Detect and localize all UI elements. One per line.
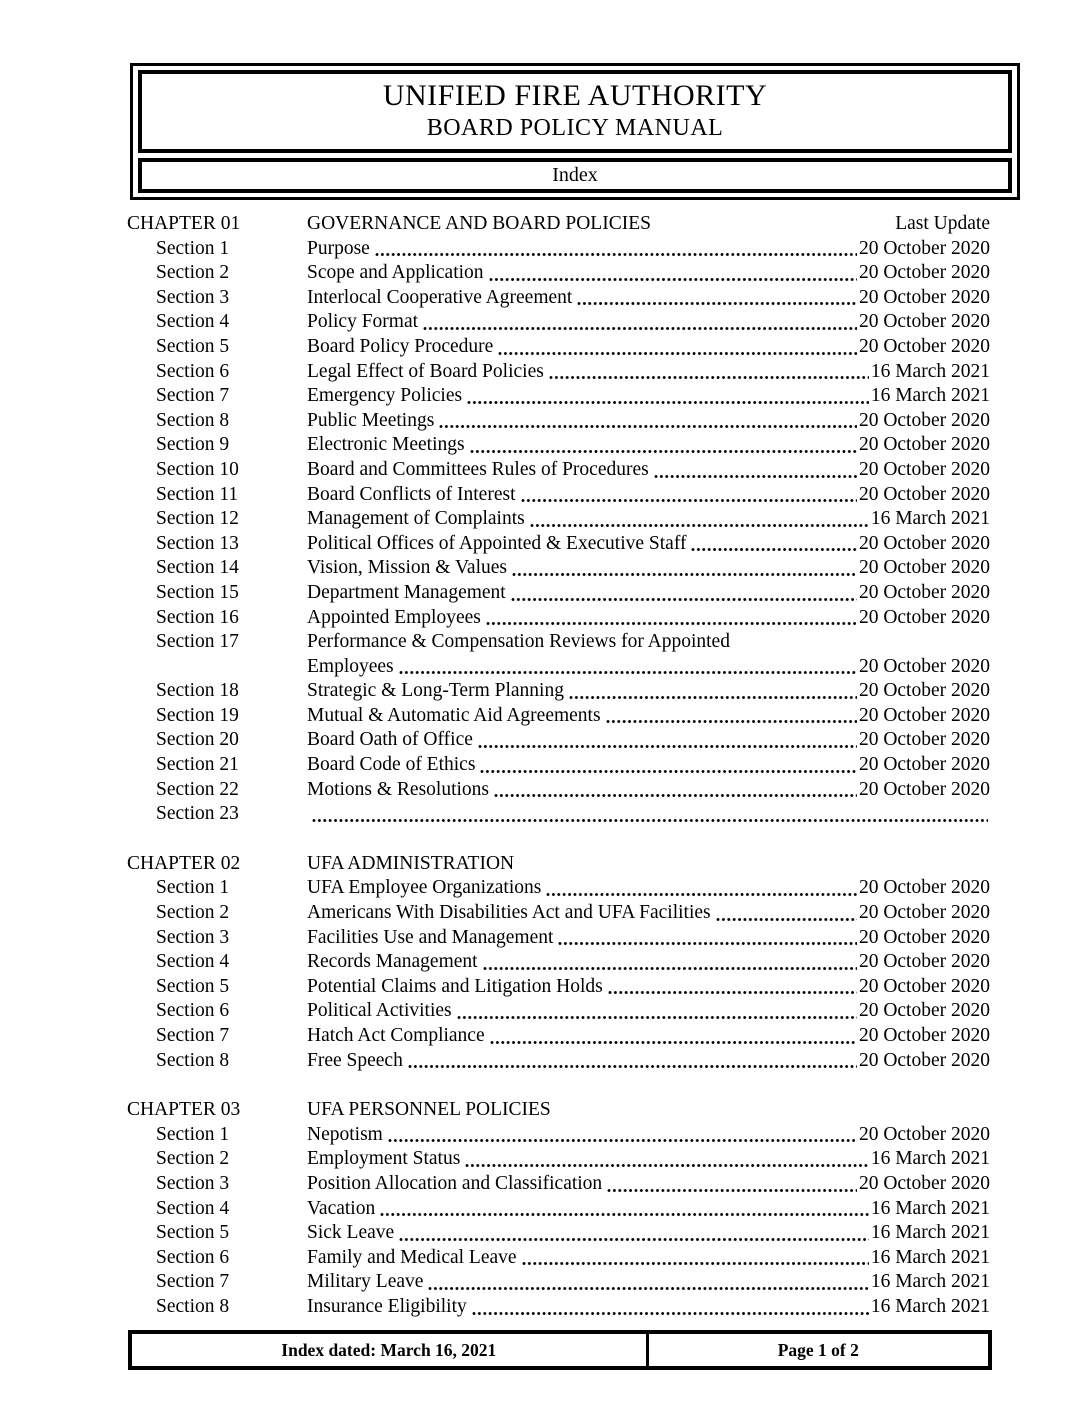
section-date: 16 March 2021 bbox=[870, 1246, 990, 1268]
table-of-contents bbox=[127, 212, 990, 1320]
section-label: Section 23 bbox=[156, 803, 239, 825]
dot-leader bbox=[494, 793, 857, 798]
dot-leader bbox=[457, 1015, 857, 1020]
section-label: Section 12 bbox=[156, 508, 239, 530]
section-date: 16 March 2021 bbox=[870, 1148, 990, 1170]
dot-leader bbox=[388, 1138, 857, 1143]
toc-row bbox=[127, 556, 990, 581]
chapter-block bbox=[127, 212, 990, 827]
toc-row bbox=[127, 1024, 990, 1049]
section-label: Section 5 bbox=[156, 975, 230, 997]
section-label: Section 2 bbox=[156, 1148, 230, 1170]
section-title: Scope and Application bbox=[307, 262, 484, 284]
section-title: Potential Claims and Litigation Holds bbox=[307, 975, 603, 997]
section-label: Section 1 bbox=[156, 237, 230, 259]
section-label: Section 17 bbox=[156, 631, 239, 653]
section-date: 20 October 2020 bbox=[858, 262, 990, 284]
footer-page-number: Page 1 of 2 bbox=[777, 1339, 859, 1360]
section-date: 20 October 2020 bbox=[858, 778, 990, 800]
section-title: Political Offices of Appointed & Executive Staff bbox=[307, 532, 687, 554]
section-date: 20 October 2020 bbox=[858, 311, 990, 333]
dot-leader bbox=[399, 670, 857, 675]
toc-row bbox=[127, 335, 990, 360]
section-title: Mutual & Automatic Aid Agreements bbox=[307, 704, 601, 726]
toc-row bbox=[127, 1221, 990, 1246]
section-label: Section 3 bbox=[156, 926, 230, 948]
section-title: Insurance Eligibility bbox=[307, 1295, 467, 1317]
dot-leader bbox=[312, 818, 988, 823]
chapter-number: CHAPTER 03 bbox=[127, 1099, 241, 1121]
section-title: Family and Medical Leave bbox=[307, 1246, 517, 1268]
dot-leader bbox=[512, 572, 857, 577]
section-label: Section 3 bbox=[156, 1172, 230, 1194]
section-label: Section 7 bbox=[156, 1271, 230, 1293]
toc-row bbox=[127, 778, 990, 803]
section-title: Board Policy Procedure bbox=[307, 335, 494, 357]
toc-row bbox=[127, 433, 990, 458]
toc-row bbox=[127, 310, 990, 335]
section-title: Position Allocation and Classification bbox=[307, 1172, 603, 1194]
dot-leader bbox=[716, 917, 857, 922]
toc-row bbox=[127, 606, 990, 631]
toc-row bbox=[127, 901, 990, 926]
dot-leader bbox=[569, 695, 857, 700]
toc-row bbox=[127, 237, 990, 262]
toc-row bbox=[127, 384, 990, 409]
section-label: Section 2 bbox=[156, 262, 230, 284]
section-label: Section 4 bbox=[156, 1197, 230, 1219]
toc-row bbox=[127, 950, 990, 975]
section-label: Section 11 bbox=[156, 483, 239, 505]
document-header bbox=[130, 63, 1020, 200]
section-title: Electronic Meetings bbox=[307, 434, 465, 456]
section-label: Section 7 bbox=[156, 1025, 230, 1046]
dot-leader bbox=[606, 719, 857, 724]
toc-row bbox=[127, 1270, 990, 1295]
section-title: Political Activities bbox=[307, 1000, 452, 1022]
section-date: 16 March 2021 bbox=[870, 385, 990, 407]
section-title: Performance & Compensation Reviews for Appointed bbox=[307, 631, 730, 653]
document-title: UNIFIED FIRE AUTHORITY bbox=[382, 79, 768, 112]
toc-row bbox=[127, 1147, 990, 1172]
chapter-number: CHAPTER 01 bbox=[127, 213, 241, 234]
section-title: Public Meetings bbox=[307, 409, 435, 431]
section-date: 20 October 2020 bbox=[858, 557, 990, 579]
toc-row bbox=[127, 975, 990, 1000]
section-date: 20 October 2020 bbox=[858, 581, 990, 603]
toc-row bbox=[127, 360, 990, 385]
dot-leader bbox=[470, 449, 857, 454]
section-date: 20 October 2020 bbox=[858, 1025, 990, 1046]
section-label: Section 6 bbox=[156, 1246, 230, 1268]
dot-leader bbox=[399, 1237, 869, 1242]
section-date: 20 October 2020 bbox=[858, 335, 990, 357]
chapter-block bbox=[127, 1098, 990, 1319]
dot-leader bbox=[607, 1188, 857, 1193]
toc-row bbox=[127, 1197, 990, 1222]
dot-leader bbox=[521, 498, 857, 503]
toc-row bbox=[127, 1172, 990, 1197]
dot-leader bbox=[408, 1064, 857, 1069]
section-label: Section 9 bbox=[156, 434, 230, 456]
section-title: Strategic & Long-Term Planning bbox=[307, 680, 564, 702]
section-date: 16 March 2021 bbox=[870, 1197, 990, 1219]
dot-leader bbox=[375, 252, 857, 257]
toc-row bbox=[127, 999, 990, 1024]
toc-row bbox=[127, 728, 990, 753]
page-footer bbox=[128, 1330, 992, 1370]
dot-leader bbox=[498, 351, 857, 356]
section-label: Section 10 bbox=[156, 458, 239, 480]
dot-leader bbox=[608, 990, 857, 995]
title-box bbox=[138, 70, 1012, 153]
chapter-title: UFA PERSONNEL POLICIES bbox=[307, 1099, 551, 1121]
section-title: Free Speech bbox=[307, 1049, 403, 1071]
section-label: Section 16 bbox=[156, 606, 239, 628]
dot-leader bbox=[486, 621, 857, 626]
dot-leader bbox=[511, 597, 857, 602]
section-date: 20 October 2020 bbox=[858, 458, 990, 480]
dot-leader bbox=[490, 1040, 857, 1045]
section-title: Employees bbox=[307, 655, 394, 677]
chapter-title: UFA ADMINISTRATION bbox=[307, 852, 515, 874]
toc-row bbox=[127, 409, 990, 434]
dot-leader bbox=[480, 769, 857, 774]
section-title: Records Management bbox=[307, 951, 478, 973]
section-date: 16 March 2021 bbox=[870, 508, 990, 530]
section-label: Section 6 bbox=[156, 1000, 230, 1022]
section-date: 20 October 2020 bbox=[858, 704, 990, 726]
section-title: Military Leave bbox=[307, 1271, 424, 1293]
section-date: 20 October 2020 bbox=[858, 902, 990, 924]
toc-row bbox=[127, 802, 990, 827]
toc-row bbox=[127, 704, 990, 729]
last-update-label: Last Update bbox=[895, 213, 990, 234]
section-date: 20 October 2020 bbox=[858, 754, 990, 776]
dot-leader bbox=[472, 1311, 869, 1316]
section-date: 16 March 2021 bbox=[870, 1222, 990, 1244]
section-label: Section 3 bbox=[156, 286, 230, 308]
toc-row bbox=[127, 1246, 990, 1271]
section-label: Section 8 bbox=[156, 1295, 230, 1317]
section-label: Section 22 bbox=[156, 778, 239, 800]
section-label: Section 4 bbox=[156, 951, 230, 973]
section-date: 20 October 2020 bbox=[858, 1000, 990, 1022]
dot-leader bbox=[483, 966, 857, 971]
dot-leader bbox=[558, 941, 857, 946]
dot-leader bbox=[577, 301, 857, 306]
section-label: Section 6 bbox=[156, 360, 230, 382]
toc-row bbox=[127, 926, 990, 951]
section-title: UFA Employee Organizations bbox=[307, 877, 542, 899]
section-label: Section 14 bbox=[156, 557, 239, 579]
section-date: 20 October 2020 bbox=[858, 926, 990, 948]
dot-leader bbox=[549, 375, 869, 380]
section-title: Americans With Disabilities Act and UFA Facilities bbox=[307, 902, 711, 924]
dot-leader bbox=[465, 1163, 869, 1168]
dot-leader bbox=[654, 474, 857, 479]
section-title: Board and Committees Rules of Procedures bbox=[307, 458, 649, 480]
section-date: 16 March 2021 bbox=[870, 1295, 990, 1317]
dot-leader bbox=[530, 523, 869, 528]
toc-row bbox=[127, 655, 990, 680]
toc-row bbox=[127, 458, 990, 483]
section-label: Section 15 bbox=[156, 581, 239, 603]
section-label: Section 8 bbox=[156, 409, 230, 431]
section-date: 20 October 2020 bbox=[858, 434, 990, 456]
section-date: 20 October 2020 bbox=[858, 286, 990, 308]
section-date: 20 October 2020 bbox=[858, 655, 990, 677]
section-title: Board Oath of Office bbox=[307, 729, 473, 751]
section-title: Interlocal Cooperative Agreement bbox=[307, 286, 573, 308]
section-date: 20 October 2020 bbox=[858, 729, 990, 751]
section-date: 16 March 2021 bbox=[870, 1271, 990, 1293]
section-date: 20 October 2020 bbox=[858, 409, 990, 431]
section-date: 16 March 2021 bbox=[870, 360, 990, 382]
section-title: Appointed Employees bbox=[307, 606, 481, 628]
section-title: Emergency Policies bbox=[307, 385, 463, 407]
section-title: Nepotism bbox=[307, 1123, 383, 1145]
section-date: 20 October 2020 bbox=[858, 1049, 990, 1071]
section-date: 20 October 2020 bbox=[858, 483, 990, 505]
chapter-number: CHAPTER 02 bbox=[127, 852, 241, 874]
section-title: Board Code of Ethics bbox=[307, 754, 476, 776]
section-label: Section 5 bbox=[156, 335, 230, 357]
section-title: Management of Complaints bbox=[307, 508, 525, 530]
toc-row bbox=[127, 1295, 990, 1320]
dot-leader bbox=[522, 1261, 869, 1266]
footer-index-date: Index dated: March 16, 2021 bbox=[132, 1334, 649, 1366]
chapter-row bbox=[127, 1098, 990, 1123]
section-label: Section 13 bbox=[156, 532, 239, 554]
toc-row bbox=[127, 581, 990, 606]
index-heading: Index bbox=[138, 158, 1012, 193]
section-label: Section 1 bbox=[156, 1123, 230, 1145]
section-title: Vision, Mission & Values bbox=[307, 557, 507, 579]
section-date: 20 October 2020 bbox=[858, 680, 990, 702]
section-date: 20 October 2020 bbox=[858, 951, 990, 973]
toc-row bbox=[127, 507, 990, 532]
section-label: Section 2 bbox=[156, 902, 230, 924]
section-title: Employment Status bbox=[307, 1148, 461, 1170]
dot-leader bbox=[546, 892, 857, 897]
dot-leader bbox=[428, 1286, 868, 1291]
dot-leader bbox=[467, 400, 869, 405]
section-date: 20 October 2020 bbox=[858, 1123, 990, 1145]
section-label: Section 8 bbox=[156, 1049, 230, 1071]
section-label: Section 4 bbox=[156, 311, 230, 333]
section-title: Vacation bbox=[307, 1197, 376, 1219]
toc-row bbox=[127, 1049, 990, 1074]
section-title: Purpose bbox=[307, 237, 370, 259]
section-title: Board Conflicts of Interest bbox=[307, 483, 516, 505]
chapter-row bbox=[127, 212, 990, 237]
toc-row bbox=[127, 876, 990, 901]
toc-row bbox=[127, 261, 990, 286]
section-label: Section 7 bbox=[156, 385, 230, 407]
chapter-title: GOVERNANCE AND BOARD POLICIES bbox=[307, 213, 651, 234]
chapter-row bbox=[127, 852, 990, 877]
toc-row bbox=[127, 679, 990, 704]
dot-leader bbox=[691, 547, 856, 552]
dot-leader bbox=[489, 277, 857, 282]
section-label: Section 19 bbox=[156, 704, 239, 726]
section-title: Legal Effect of Board Policies bbox=[307, 360, 544, 382]
section-date: 20 October 2020 bbox=[858, 237, 990, 259]
section-date: 20 October 2020 bbox=[858, 975, 990, 997]
toc-row bbox=[127, 483, 990, 508]
document-subtitle: BOARD POLICY MANUAL bbox=[426, 115, 724, 141]
section-title: Sick Leave bbox=[307, 1222, 395, 1244]
section-title: Policy Format bbox=[307, 311, 419, 333]
section-date: 20 October 2020 bbox=[858, 606, 990, 628]
section-label: Section 5 bbox=[156, 1222, 230, 1244]
toc-row bbox=[127, 1123, 990, 1148]
section-title: Department Management bbox=[307, 581, 506, 603]
section-title: Hatch Act Compliance bbox=[307, 1025, 485, 1046]
toc-row bbox=[127, 630, 990, 655]
dot-leader bbox=[478, 744, 857, 749]
dot-leader bbox=[439, 424, 857, 429]
section-date: 20 October 2020 bbox=[858, 1172, 990, 1194]
chapter-block bbox=[127, 852, 990, 1073]
section-label: Section 20 bbox=[156, 729, 239, 751]
section-title: Motions & Resolutions bbox=[307, 778, 490, 800]
dot-leader bbox=[380, 1212, 869, 1217]
toc-row bbox=[127, 286, 990, 311]
section-label bbox=[127, 655, 307, 680]
section-title: Facilities Use and Management bbox=[307, 926, 554, 948]
section-date: 20 October 2020 bbox=[858, 877, 990, 899]
section-label: Section 1 bbox=[156, 877, 230, 899]
section-date: 20 October 2020 bbox=[858, 532, 990, 554]
section-label: Section 18 bbox=[156, 680, 239, 702]
toc-row bbox=[127, 532, 990, 557]
dot-leader bbox=[423, 326, 857, 331]
toc-row bbox=[127, 753, 990, 778]
section-label: Section 21 bbox=[156, 754, 239, 776]
